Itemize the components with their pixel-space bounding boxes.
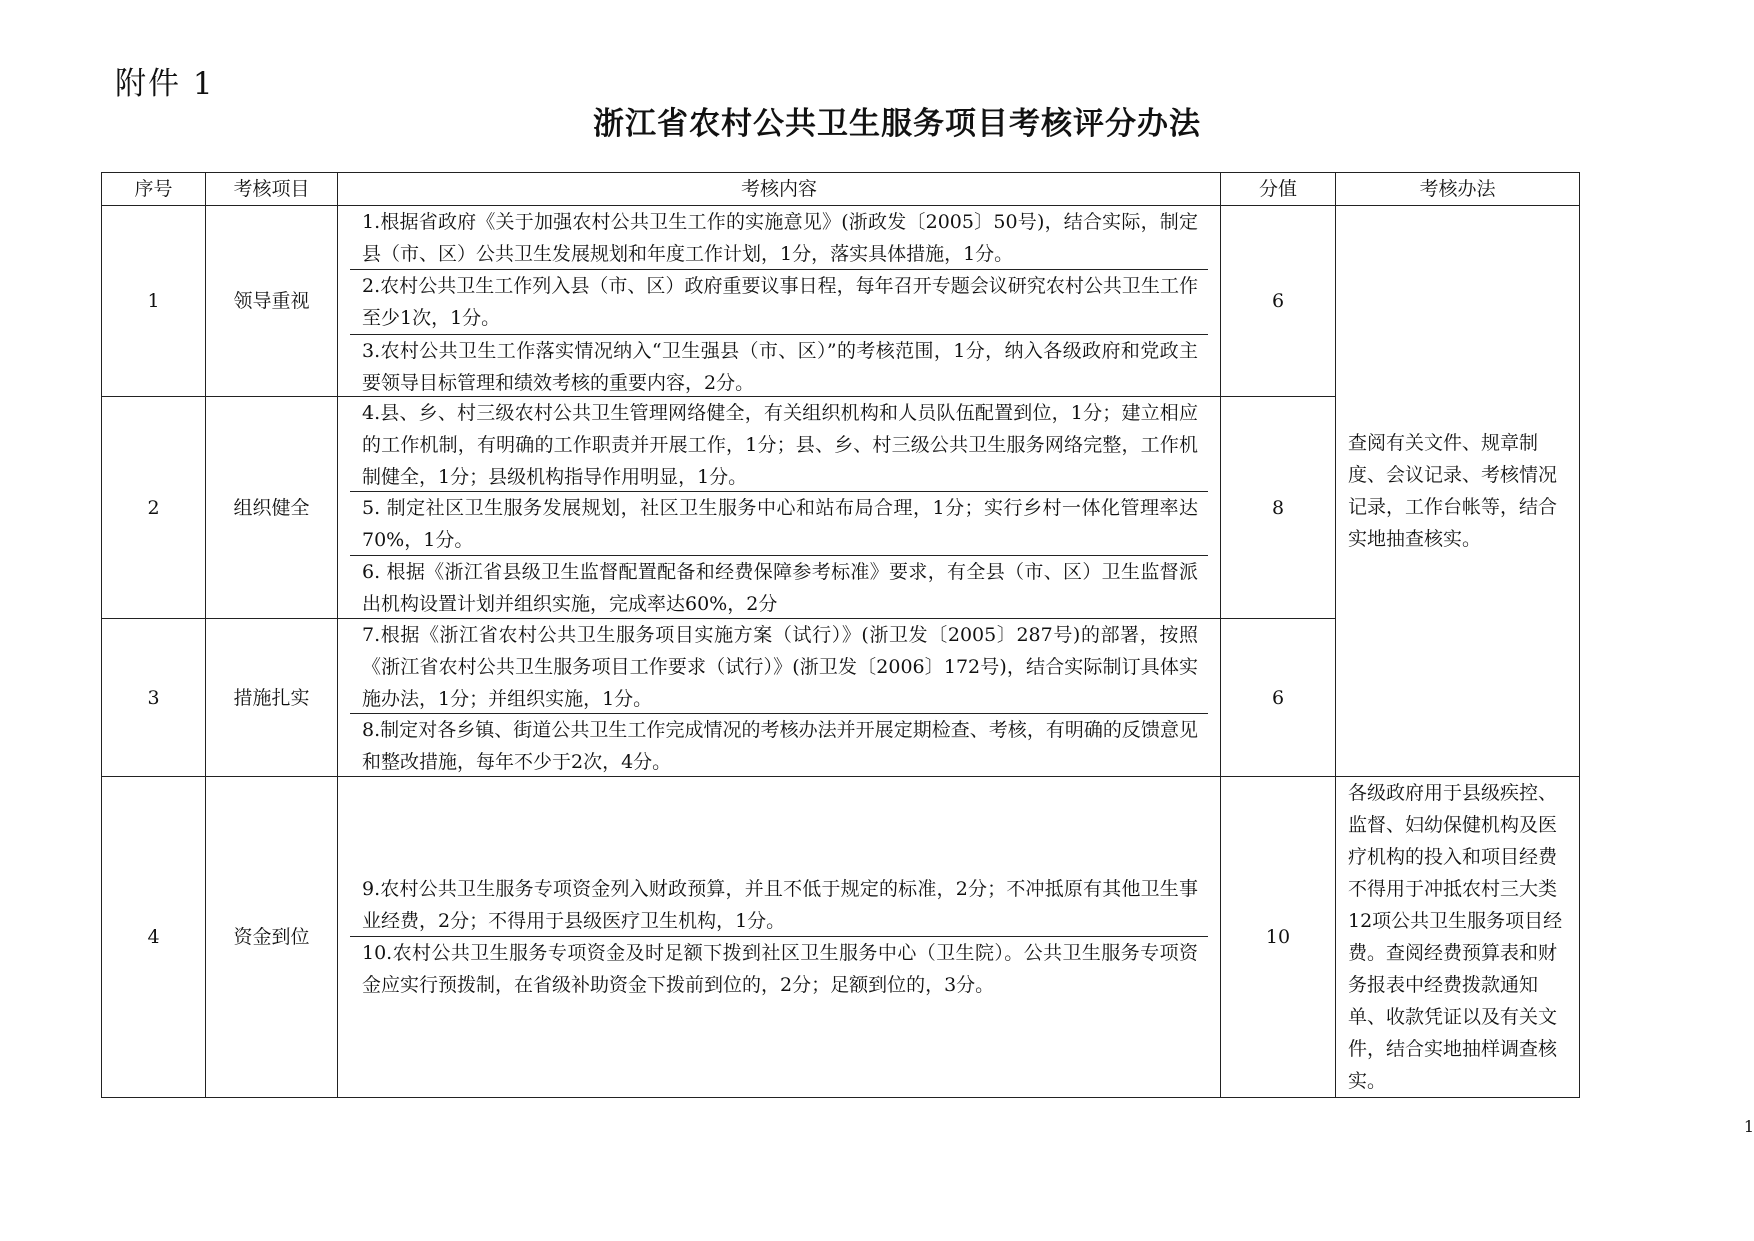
header-score: 分值	[1221, 173, 1336, 206]
row-score: 8	[1221, 397, 1336, 619]
row-content	[338, 206, 1221, 397]
content-item: 5. 制定社区卫生服务发展规划，社区卫生服务中心和站布局合理，1分；实行乡村一体化管理率达70%，1分。	[350, 492, 1208, 556]
content-item: 7.根据《浙江省农村公共卫生服务项目实施方案（试行）》(浙卫发〔2005〕287号)的部署，按照《浙江省农村公共卫生服务项目工作要求（试行）》(浙卫发〔2006〕172号)，结合实际制订具体实施办法，1分；并组织实施，1分。	[350, 619, 1208, 714]
row-project: 资金到位	[206, 777, 338, 1098]
row-project: 组织健全	[206, 397, 338, 619]
row-content	[338, 777, 1221, 1098]
row-score: 6	[1221, 619, 1336, 777]
content-item: 9.农村公共卫生服务专项资金列入财政预算，并且不低于规定的标准，2分；不冲抵原有其他卫生事业经费，2分；不得用于县级医疗卫生机构，1分。	[350, 873, 1208, 937]
row-project: 领导重视	[206, 206, 338, 397]
table-row	[102, 206, 1580, 397]
row-score: 10	[1221, 777, 1336, 1098]
row-seq: 4	[102, 777, 206, 1098]
table-row	[102, 777, 1580, 1098]
content-item: 10.农村公共卫生服务专项资金及时足额下拨到社区卫生服务中心（卫生院）。公共卫生服务专项资金应实行预拨制，在省级补助资金下拨前到位的，2分；足额到位的，3分。	[362, 942, 1198, 996]
table-header-row	[102, 173, 1580, 206]
attachment-label: 附件 1	[115, 66, 215, 102]
header-content: 考核内容	[338, 173, 1221, 206]
header-project: 考核项目	[206, 173, 338, 206]
row-seq: 2	[102, 397, 206, 619]
row-content	[338, 397, 1221, 619]
row-project: 措施扎实	[206, 619, 338, 777]
document-title: 浙江省农村公共卫生服务项目考核评分办法	[593, 106, 1201, 142]
content-item: 2.农村公共卫生工作列入县（市、区）政府重要议事日程，每年召开专题会议研究农村公共卫生工作至少1次，1分。	[350, 270, 1208, 335]
header-method: 考核办法	[1336, 173, 1580, 206]
content-item: 4.县、乡、村三级农村公共卫生管理网络健全，有关组织机构和人员队伍配置到位，1分；建立相应的工作机制，有明确的工作职责并开展工作，1分；县、乡、村三级公共卫生服务网络完整，工作机制健全，1分；县级机构指导作用明显，1分。	[350, 397, 1208, 492]
content-item: 3.农村公共卫生工作落实情况纳入“卫生强县（市、区）”的考核范围，1分，纳入各级政府和党政主要领导目标管理和绩效考核的重要内容，2分。	[362, 340, 1198, 394]
row-content	[338, 619, 1221, 777]
content-item: 8.制定对各乡镇、街道公共卫生工作完成情况的考核办法并开展定期检查、考核，有明确的反馈意见和整改措施，每年不少于2次，4分。	[362, 719, 1198, 773]
row-score: 6	[1221, 206, 1336, 397]
assessment-method: 各级政府用于县级疾控、监督、妇幼保健机构及医疗机构的投入和项目经费不得用于冲抵农村三大类12项公共卫生服务项目经费。查阅经费预算表和财务报表中经费拨款通知单、收款凭证以及有关文件，结合实地抽样调查核实。	[1336, 777, 1580, 1098]
content-item: 6. 根据《浙江省县级卫生监督配置配备和经费保障参考标准》要求，有全县（市、区）卫生监督派出机构设置计划并组织实施，完成率达60%，2分	[362, 561, 1198, 615]
assessment-table	[101, 172, 1580, 1098]
content-item: 1.根据省政府《关于加强农村公共卫生工作的实施意见》(浙政发〔2005〕50号)，结合实际，制定县（市、区）公共卫生发展规划和年度工作计划，1分，落实具体措施，1分。	[350, 206, 1208, 270]
assessment-method: 查阅有关文件、规章制度、会议记录、考核情况记录，工作台帐等，结合实地抽查核实。	[1336, 206, 1580, 777]
header-seq: 序号	[102, 173, 206, 206]
page-number: 1	[1743, 1117, 1754, 1136]
row-seq: 1	[102, 206, 206, 397]
row-seq: 3	[102, 619, 206, 777]
